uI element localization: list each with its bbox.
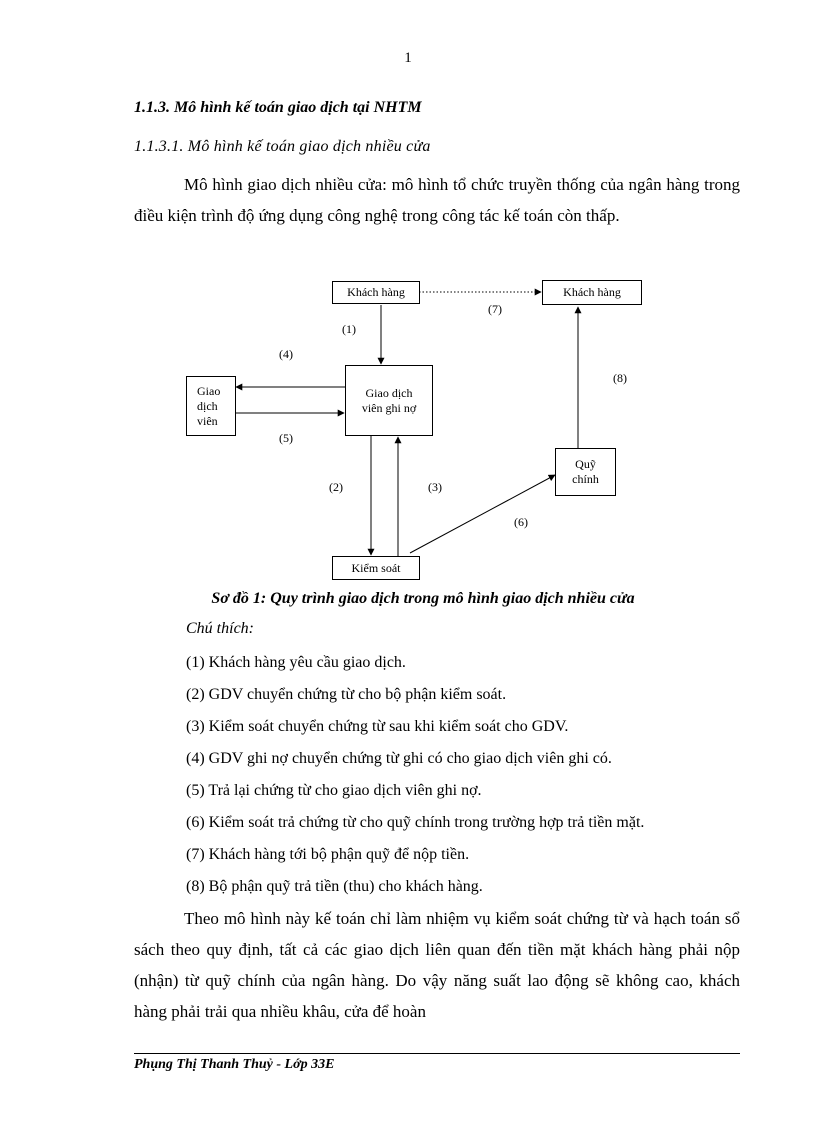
note-item: (3) Kiểm soát chuyển chứng từ sau khi kiểm soát cho GDV. bbox=[186, 718, 569, 735]
note-item: (6) Kiểm soát trả chứng từ cho quỹ chính trong trường hợp trả tiền mặt. bbox=[186, 814, 645, 831]
note-item: (5) Trả lại chứng từ cho giao dịch viên ghi nợ. bbox=[186, 782, 482, 799]
section-heading: 1.1.3. Mô hình kế toán giao dịch tại NHTM bbox=[134, 99, 422, 116]
label-1: (1) bbox=[342, 322, 356, 336]
label-7: (7) bbox=[488, 302, 502, 316]
notes-title: Chú thích: bbox=[186, 620, 254, 637]
closing-paragraph: Theo mô hình này kế toán chỉ làm nhiệm vụ kiểm soát chứng từ và hạch toán sổ sách theo quy định, tất cả các giao dịch liên quan đến tiền mặt khách hàng phải nộp (nhận) từ quỹ chính của ngân hàng. Do vậy năng suất lao động sẽ không cao, khách hàng phải trải qua nhiều khâu, cửa để hoàn bbox=[134, 909, 740, 1021]
label-4: (4) bbox=[279, 347, 293, 361]
note-item: (4) GDV ghi nợ chuyển chứng từ ghi có cho giao dịch viên ghi có. bbox=[186, 750, 612, 767]
notes-list bbox=[186, 647, 644, 903]
teller-debit-box: Giao dịch viên ghi nợ bbox=[345, 365, 433, 436]
note-item: (8) Bộ phận quỹ trả tiền (thu) cho khách hàng. bbox=[186, 878, 483, 895]
label-2: (2) bbox=[329, 480, 343, 494]
label-8: (8) bbox=[613, 371, 627, 385]
control-box: Kiểm soát bbox=[332, 556, 420, 580]
flow-diagram bbox=[170, 270, 660, 590]
note-item: (1) Khách hàng yêu cầu giao dịch. bbox=[186, 654, 406, 671]
subsection-heading: 1.1.3.1. Mô hình kế toán giao dịch nhiều cửa bbox=[134, 138, 431, 155]
customer-box-top: Khách hàng bbox=[332, 281, 420, 304]
vault-box: Quỹ chính bbox=[555, 448, 616, 496]
label-3: (3) bbox=[428, 480, 442, 494]
note-item: (7) Khách hàng tới bộ phận quỹ để nộp tiền. bbox=[186, 846, 470, 863]
customer-box-right: Khách hàng bbox=[542, 280, 642, 305]
label-5: (5) bbox=[279, 431, 293, 445]
page-number: 1 bbox=[404, 50, 412, 66]
label-6: (6) bbox=[514, 515, 528, 529]
footer-author: Phụng Thị Thanh Thuỷ - Lớp 33E bbox=[134, 1057, 335, 1072]
note-item: (2) GDV chuyển chứng từ cho bộ phận kiểm soát. bbox=[186, 686, 507, 703]
intro-paragraph: Mô hình giao dịch nhiều cửa: mô hình tổ chức truyền thống của ngân hàng trong điều kiện trình độ ứng dụng công nghệ trong công tác kế toán còn thấp. bbox=[134, 175, 740, 225]
teller-box: Giao dịch viên bbox=[186, 376, 236, 436]
diagram-caption: Sơ đồ 1: Quy trình giao dịch trong mô hình giao dịch nhiều cửa bbox=[211, 590, 635, 607]
footer-divider bbox=[134, 1053, 740, 1054]
